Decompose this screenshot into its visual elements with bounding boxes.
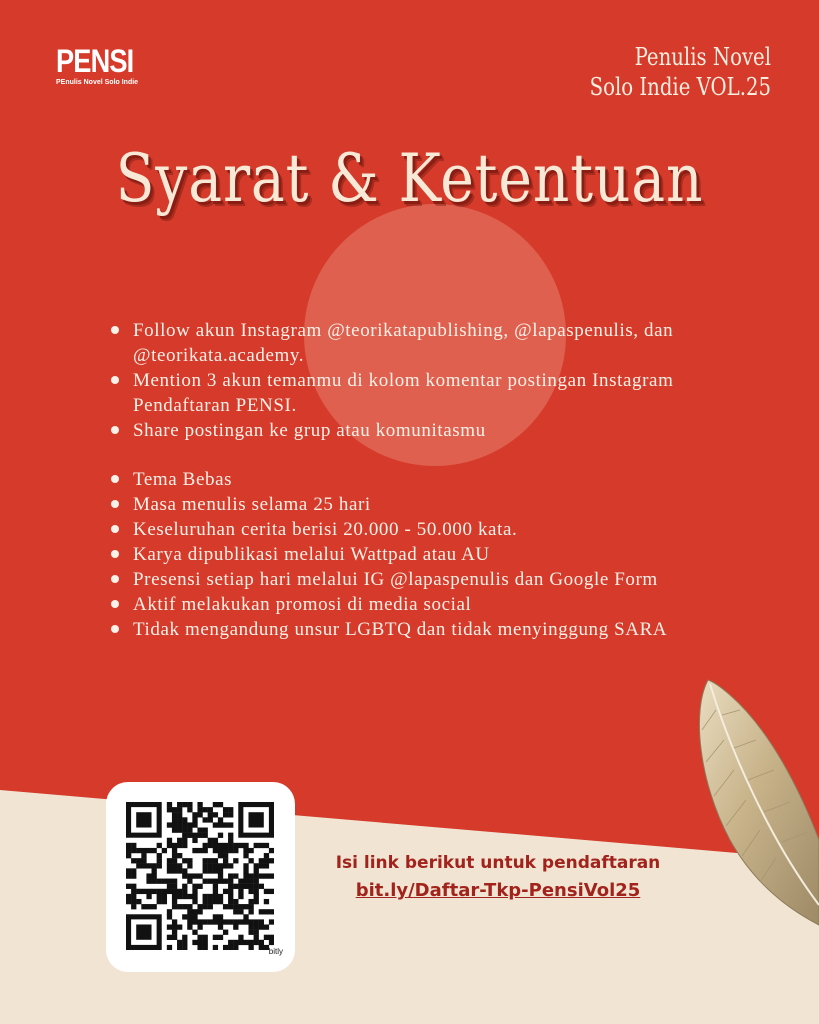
list-item: Tidak mengandung unsur LGBTQ dan tidak menyinggung SARA <box>108 617 728 642</box>
list-item: Follow akun Instagram @teorikatapublishing, @lapaspenulis, dan @teorikata.academy. <box>108 318 728 368</box>
feather-decoration <box>690 670 819 930</box>
logo-tagline: PEnulis Novel Solo Indie <box>56 79 139 86</box>
series-line-1: Penulis Novel <box>634 43 771 71</box>
list-item: Share postingan ke grup atau komunitasmu <box>108 418 728 443</box>
list-item: Karya dipublikasi melalui Wattpad atau AU <box>108 542 728 567</box>
list-item: Masa menulis selama 25 hari <box>108 492 728 517</box>
list-item: Mention 3 akun temanmu di kolom komentar postingan Instagram Pendaftaran PENSI. <box>108 368 728 418</box>
qr-code-card[interactable] <box>106 782 295 972</box>
list-item: Tema Bebas <box>108 467 728 492</box>
list-item: Keseluruhan cerita berisi 20.000 - 50.000 kata. <box>108 517 728 542</box>
pensi-logo <box>56 44 147 87</box>
series-title <box>574 42 771 102</box>
list-item: Presensi setiap hari melalui IG @lapaspenulis dan Google Form <box>108 567 728 592</box>
writing-rules-list <box>108 467 728 642</box>
registration-link[interactable]: bit.ly/Daftar-Tkp-PensiVol25 <box>355 880 641 901</box>
registration-label: Isi link berikut untuk pendaftaran <box>335 853 661 873</box>
series-line-2: Solo Indie VOL.25 <box>589 73 771 101</box>
social-rules-list <box>108 318 728 443</box>
list-item: Aktif melakukan promosi di media social <box>108 592 728 617</box>
registration-cta <box>318 850 678 906</box>
qr-brand-label: bitly <box>268 947 283 956</box>
logo-name: PENSI <box>56 43 134 79</box>
page-title: Syarat & Ketentuan <box>115 140 704 217</box>
qr-code[interactable] <box>126 802 274 950</box>
rules-section <box>108 318 728 642</box>
